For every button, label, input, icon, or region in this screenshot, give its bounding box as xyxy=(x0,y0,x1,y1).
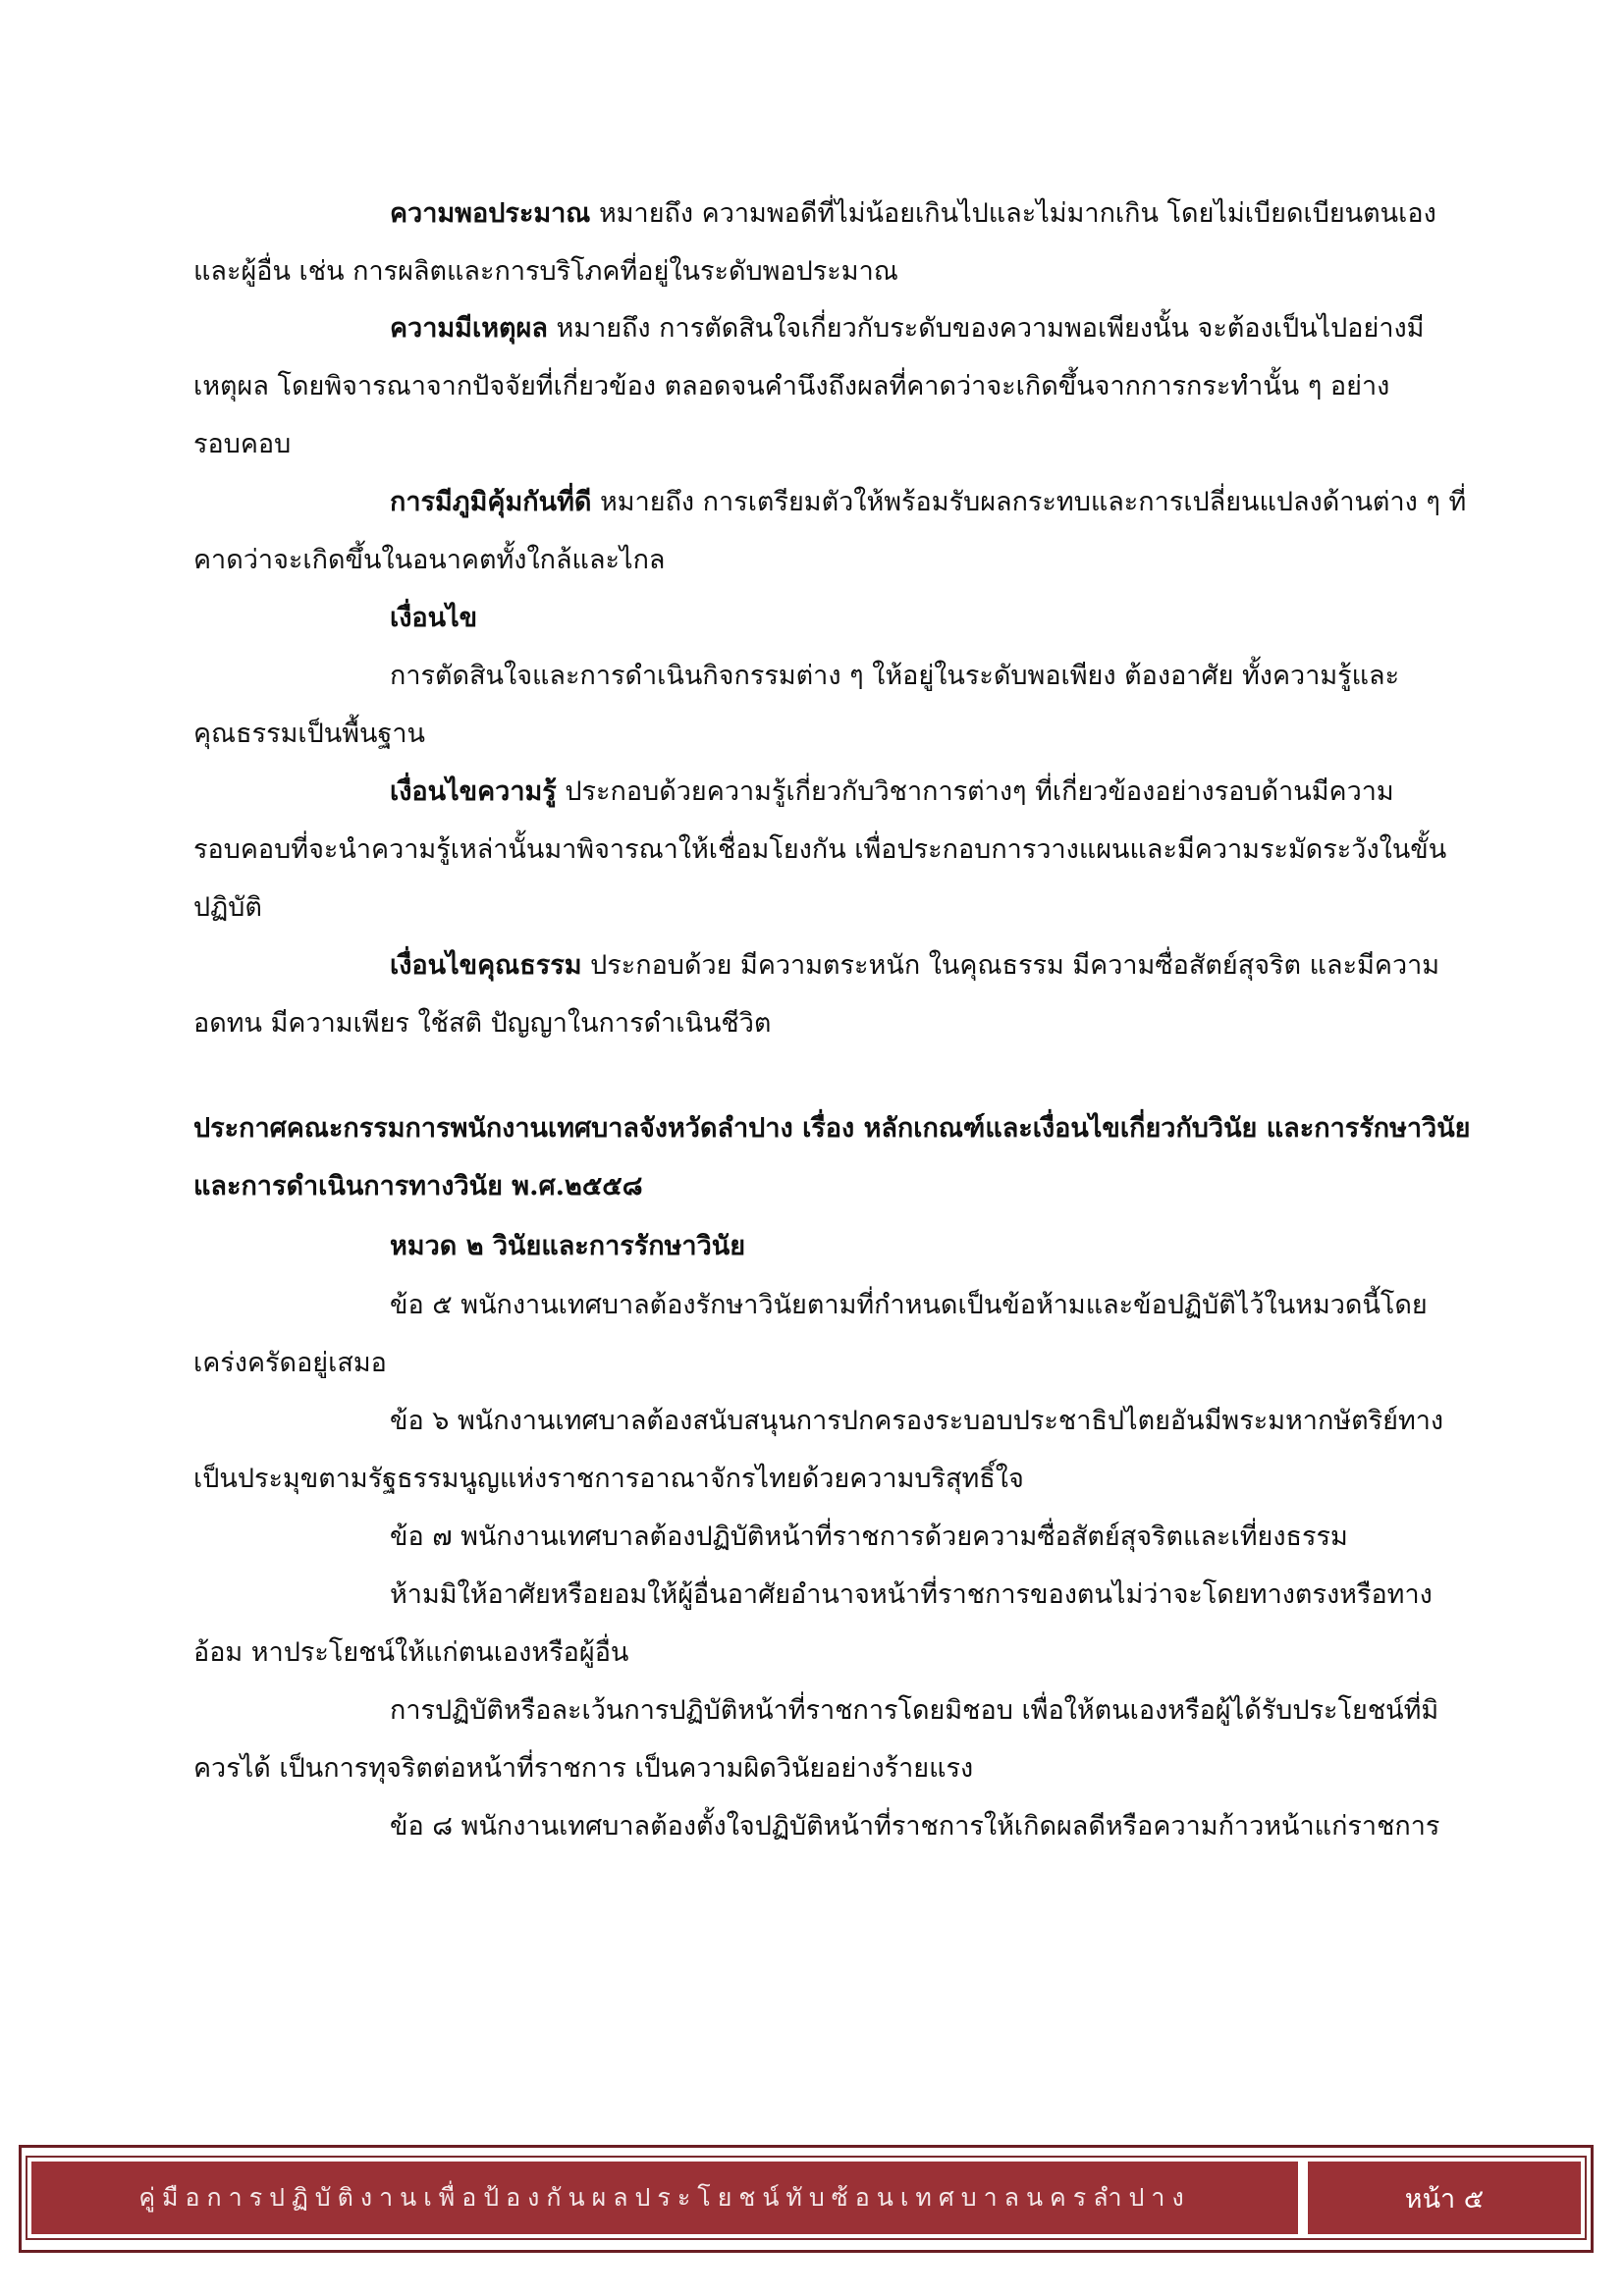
term-moderation: ความพอประมาณ xyxy=(390,198,591,229)
paragraph-virtue xyxy=(193,936,1474,1052)
article-7-misconduct: การปฏิบัติหรือละเว้นการปฏิบัติหน้าที่ราชการโดยมิชอบ เพื่อให้ตนเองหรือผู้ได้รับประโยชน์ที่มิควรได้ เป็นการทุจริตต่อหน้าที่ราชการ เป็นความผิดวินัยอย่างร้ายแรง xyxy=(193,1695,1439,1784)
article-8: ข้อ ๘ พนักงานเทศบาลต้องตั้งใจปฏิบัติหน้าที่ราชการให้เกิดผลดีหรือความก้าวหน้าแก่ราชการ xyxy=(390,1811,1440,1842)
paragraph-conditions xyxy=(193,647,1474,763)
definition-knowledge: ประกอบด้วยความรู้เกี่ยวกับวิชาการต่างๆ ที่เกี่ยวข้องอย่างรอบด้านมีความรอบคอบที่จะนำความรู้เหล่านั้นมาพิจารณาให้เชื่อมโยงกัน เพื่อประกอบการวางแผนและมีความระมัดระวังในขั้นปฏิบัติ xyxy=(193,776,1447,923)
definition-reasonableness: หมายถึง การตัดสินใจเกี่ยวกับระดับของความพอเพียงนั้น จะต้องเป็นไปอย่างมีเหตุผล โดยพิจารณาจากปัจจัยที่เกี่ยวข้อง ตลอดจนคำนึงถึงผลที่คาดว่าจะเกิดขึ้นจากการกระทำนั้น ๆ อย่างรอบคอบ xyxy=(193,313,1425,459)
article-7: ข้อ ๗ พนักงานเทศบาลต้องปฏิบัติหน้าที่ราชการด้วยความซื่อสัตย์สุจริตและเที่ยงธรรม xyxy=(390,1522,1348,1552)
term-immunity: การมีภูมิคุ้มกันที่ดี xyxy=(390,487,592,517)
definition-immunity: หมายถึง การเตรียมตัวให้พร้อมรับผลกระทบและการเปลี่ยนแปลงด้านต่าง ๆ ที่คาดว่าจะเกิดขึ้นในอนาคตทั้งใกล้และไกล xyxy=(193,487,1467,575)
paragraph-knowledge xyxy=(193,763,1474,936)
paragraph-moderation xyxy=(193,185,1474,300)
definition-moderation: หมายถึง ความพอดีที่ไม่น้อยเกินไปและไม่มากเกิน โดยไม่เบียดเบียนตนเองและผู้อื่น เช่น การผลิตและการบริโภคที่อยู่ในระดับพอประมาณ xyxy=(193,198,1436,287)
chapter-heading: หมวด ๒ วินัยและการรักษาวินัย xyxy=(390,1231,746,1261)
term-virtue: เงื่อนไขคุณธรรม xyxy=(390,950,582,981)
announcement-title: ประกาศคณะกรรมการพนักงานเทศบาลจังหวัดลำปาง เรื่อง หลักเกณฑ์และเงื่อนไขเกี่ยวกับวินัย และการรักษาวินัย และการดำเนินการทางวินัย พ.ศ.๒๕๕๘ xyxy=(193,1113,1471,1201)
article-5: ข้อ ๕ พนักงานเทศบาลต้องรักษาวินัยตามที่กำหนดเป็นข้อห้ามและข้อปฏิบัติไว้ในหมวดนี้โดยเคร่งครัดอยู่เสมอ xyxy=(193,1290,1428,1378)
paragraph-reasonableness xyxy=(193,299,1474,473)
page-number: หน้า ๕ xyxy=(1308,2162,1581,2234)
article-6: ข้อ ๖ พนักงานเทศบาลต้องสนับสนุนการปกครองระบอบประชาธิปไตยอันมีพระมหากษัตริย์ทางเป็นประมุขตามรัฐธรรมนูญแห่งราชการอาณาจักรไทยด้วยความบริสุทธิ์ใจ xyxy=(193,1406,1444,1494)
footer-title: คู่มือการปฏิบัติงานเพื่อป้องกันผลประโยชน์ทับซ้อนเทศบาลนครลำปาง xyxy=(31,2162,1298,2234)
article-7-prohibition: ห้ามมิให้อาศัยหรือยอมให้ผู้อื่นอาศัยอำนาจหน้าที่ราชการของตนไม่ว่าจะโดยทางตรงหรือทางอ้อม หาประโยชน์ให้แก่ตนเองหรือผู้อื่น xyxy=(193,1579,1433,1668)
term-conditions: เงื่อนไข xyxy=(390,603,478,633)
paragraph-immunity xyxy=(193,473,1474,589)
conditions-text: การตัดสินใจและการดำเนินกิจกรรมต่าง ๆ ให้อยู่ในระดับพอเพียง ต้องอาศัย ทั้งความรู้และคุณธรรมเป็นพื้นฐาน xyxy=(193,661,1400,749)
heading-conditions xyxy=(193,589,1474,647)
term-reasonableness: ความมีเหตุผล xyxy=(390,313,548,344)
definition-virtue: ประกอบด้วย มีความตระหนัก ในคุณธรรม มีความซื่อสัตย์สุจริต และมีความอดทน มีความเพียร ใช้สติ ปัญญาในการดำเนินชีวิต xyxy=(193,950,1440,1039)
term-knowledge: เงื่อนไขความรู้ xyxy=(390,776,557,807)
